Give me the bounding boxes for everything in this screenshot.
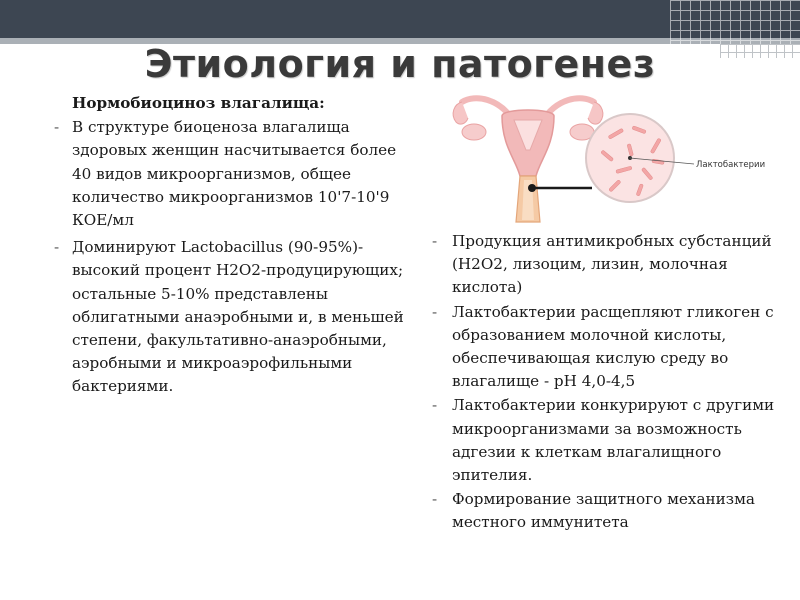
list-item-text: В структуре биоценоза влагалища здоровых женщин насчитывается более 40 видов микроорганизмов, общее количество микроорганизмов 10'7-10'9 КОЕ/мл — [72, 118, 397, 230]
slide-title: Этиология и патогенез — [144, 42, 656, 86]
list-item — [432, 301, 782, 394]
connector-dot — [528, 184, 536, 192]
list-item — [432, 394, 782, 487]
left-heading: Нормобиоциноз влагалища: — [72, 94, 325, 112]
list-item-text: Формирование защитного механизма местного иммунитета — [452, 490, 755, 532]
left-list — [54, 116, 406, 398]
left-column — [54, 92, 406, 403]
dash-bullet: - — [54, 238, 60, 257]
list-item — [54, 236, 406, 398]
list-item-text: Продукция антимикробных субстанций (Н2О2, лизоцим, лизин, молочная кислота) — [452, 232, 772, 297]
list-item-text: Лактобактерии конкурируют с другими микроорганизмами за возможность адгезии к клеткам влагалищного эпителия. — [452, 396, 775, 485]
list-item-text: Доминируют Lactobacillus (90-95%)-высокий процент Н2О2-продуцирующих; остальные 5-10% представлены облигатными анаэробными и, в меньшей степени, факультативно-анаэробными, аэробными и микроаэрофильными бактериями. — [72, 238, 404, 396]
list-item — [432, 488, 782, 534]
dash-bullet: - — [432, 232, 438, 250]
lactobacteria-label: Лактобактерии — [696, 160, 766, 170]
right-column — [432, 230, 782, 536]
dash-bullet: - — [432, 396, 438, 415]
list-item — [54, 116, 406, 232]
dash-bullet: - — [432, 302, 438, 321]
list-item-text: Лактобактерии расщепляют гликоген с образованием молочной кислоты, обеспечивающая кислую среду во влагалище - рН 4,0-4,5 — [452, 302, 774, 391]
dash-bullet: - — [432, 490, 438, 509]
uterus-lactobacteria-illustration — [440, 88, 770, 228]
right-list — [432, 230, 782, 535]
uterus-drawing — [453, 98, 603, 222]
list-item — [432, 230, 782, 300]
dash-bullet: - — [54, 118, 60, 137]
